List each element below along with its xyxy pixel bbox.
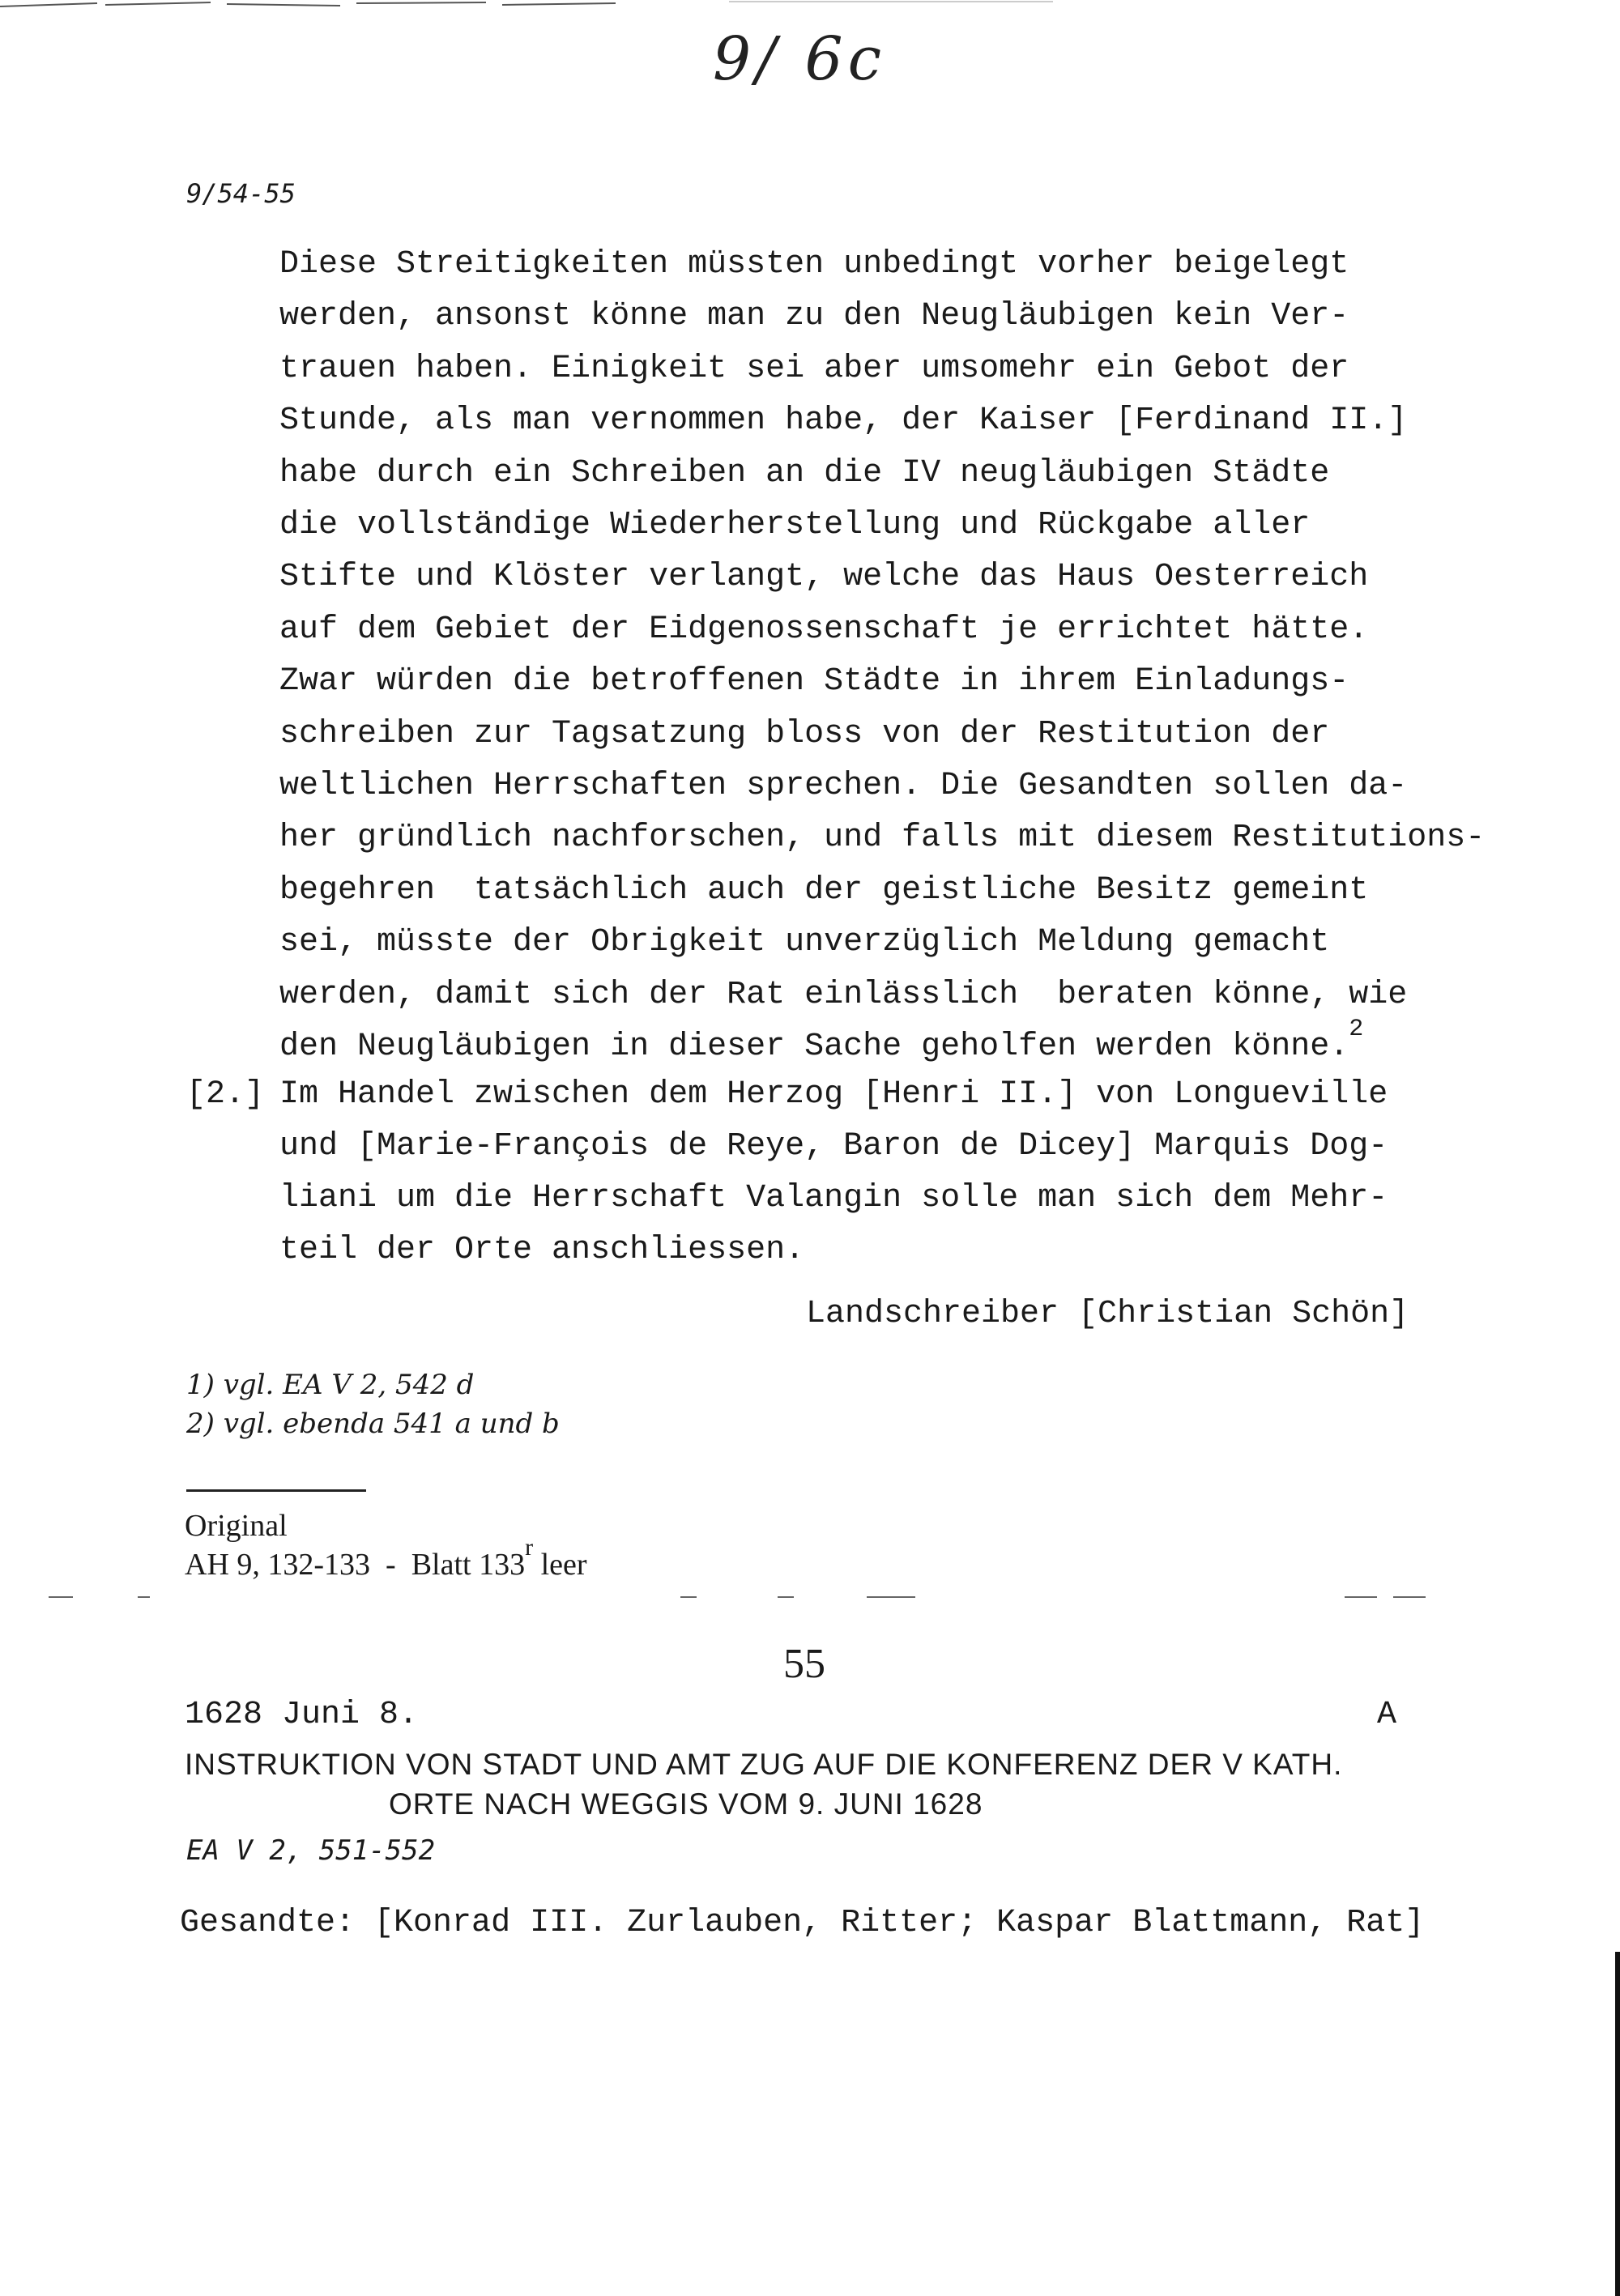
body-line: her gründlich nachforschen, und falls mit diesem Restitutions- [279, 820, 1486, 857]
scan-noise [0, 0, 1620, 10]
body-line: weltlichen Herrschaften sprechen. Die Gesandten sollen da- [279, 768, 1408, 805]
item-line: teil der Orte anschliessen. [279, 1232, 805, 1268]
envoys-line: Gesandte: [Konrad III. Zurlauben, Ritter; Kaspar Blattmann, Rat] [180, 1905, 1425, 1941]
body-line: Diese Streitigkeiten müssten unbedingt vorher beigelegt [279, 246, 1349, 283]
body-line: Stunde, als man vernommen habe, der Kaiser [Ferdinand II.] [279, 403, 1408, 440]
body-line: auf dem Gebiet der Eidgenossenschaft je errichtet hätte. [279, 611, 1369, 648]
document-title-line-1: INSTRUKTION VON STADT UND AMT ZUG AUF DIE KONFERENZ DER V KATH. [185, 1748, 1343, 1781]
source-reference: EA V 2, 551-552 [186, 1834, 436, 1867]
original-reference [185, 1534, 587, 1582]
body-line [279, 1016, 1486, 1075]
body-line: begehren tatsächlich auch der geistliche Besitz gemeint [279, 871, 1369, 909]
item-line: Im Handel zwischen dem Herzog [Henri II.] von Longueville [279, 1076, 1388, 1113]
section-divider [49, 1595, 1474, 1599]
body-line: Stifte und Klöster verlangt, welche das Haus Oesterreich [279, 559, 1369, 596]
footnote-2: 2) vgl. ebenda 541 a und b [186, 1408, 560, 1440]
original-after: leer [533, 1548, 587, 1582]
item-line: und [Marie-François de Reye, Baron de Dicey] Marquis Dog- [279, 1128, 1388, 1165]
body-line: werden, damit sich der Rat einlässlich beraten könne, wie [279, 976, 1408, 1013]
document-title-line-2: ORTE NACH WEGGIS VOM 9. JUNI 1628 [389, 1787, 983, 1821]
original-reference-text: AH 9, 132-133 - Blatt 133 [185, 1548, 526, 1582]
body-line: Zwar würden die betroffenen Städte in ihrem Einladungs- [279, 663, 1349, 701]
original-superscript: r [525, 1534, 534, 1561]
footnote-rule [186, 1489, 366, 1492]
scan-edge [1615, 1952, 1620, 2296]
body-line: werden, ansonst könne man zu den Neugläubigen kein Ver- [279, 298, 1349, 335]
original-label: Original [185, 1509, 288, 1543]
body-line: habe durch ein Schreiben an die IV neugläubigen Städte [279, 454, 1330, 492]
document-date: 1628 Juni 8. [185, 1697, 419, 1733]
body-line: sei, müsste der Obrigkeit unverzüglich Meldung gemacht [279, 924, 1330, 961]
page-reference: 9/54-55 [186, 178, 296, 209]
document-mark: A [1377, 1697, 1397, 1733]
item-text [279, 1069, 1388, 1276]
body-line: die vollständige Wiederherstellung und Rückgabe aller [279, 507, 1311, 544]
body-line-text: den Neugläubigen in dieser Sache geholfen werden könne. [279, 1029, 1349, 1066]
body-line: schreiben zur Tagsatzung bloss von der Restitution der [279, 715, 1330, 752]
item-number: [2.] [186, 1076, 265, 1113]
footnote-marker: 2 [1349, 1016, 1364, 1044]
item-line: liani um die Herrschaft Valangin solle man sich dem Mehr- [279, 1180, 1388, 1216]
body-line: trauen haben. Einigkeit sei aber umsomehr ein Gebot der [279, 350, 1349, 387]
document-number: 55 [783, 1641, 825, 1687]
body-text [279, 239, 1486, 1076]
handwritten-page-mark: 9/ 6c [713, 24, 887, 94]
footnote-1: 1) vgl. EA V 2, 542 d [186, 1369, 475, 1401]
signature: Landschreiber [Christian Schön] [806, 1296, 1409, 1332]
